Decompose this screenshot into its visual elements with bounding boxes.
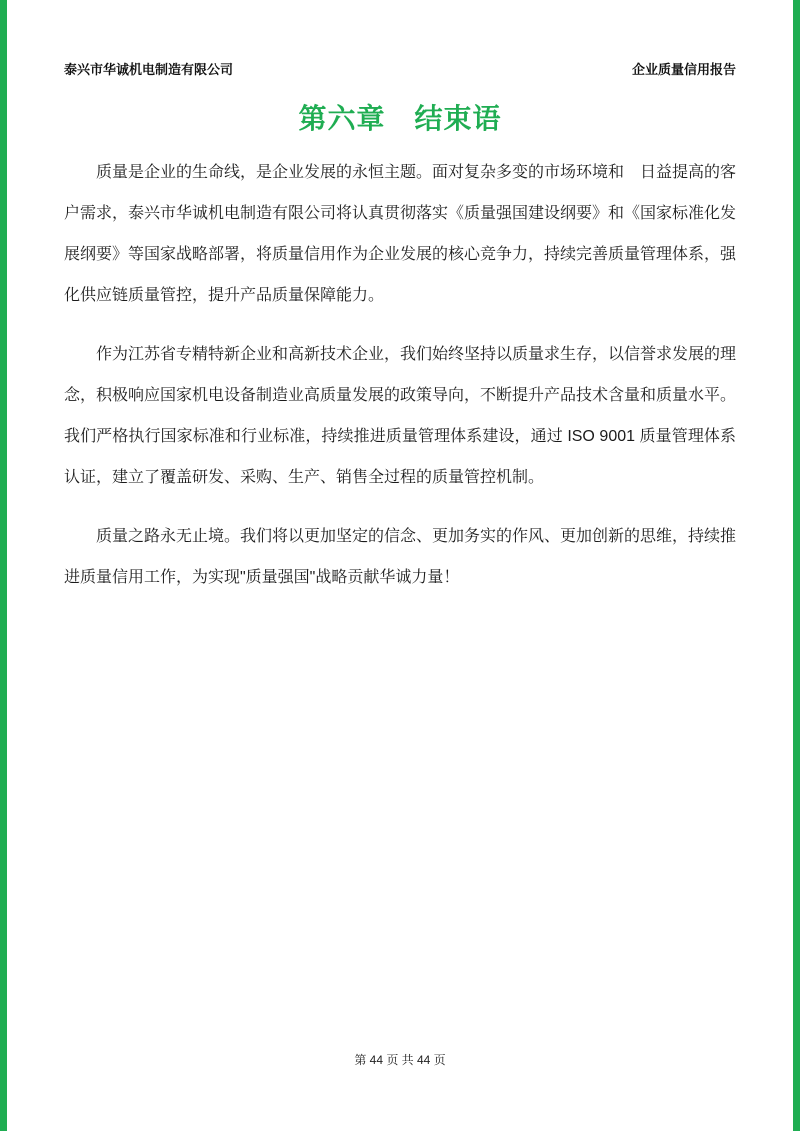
- paragraph-quality-lifeline: 质量是企业的生命线，是企业发展的永恒主题。面对复杂多变的市场环境和 日益提高的客户需求，泰兴市华诚机电制造有限公司将认真贯彻落实《质量强国建设纲要》和《国家标准化发展纲要》等国家战略部署，将质量信用作为企业发展的核心竞争力，持续完善质量管理体系，强化供应链质量管控，提升产品质量保障能力。: [64, 164, 737, 304]
- page-number-footer: 第 44 页 共 44 页: [354, 1053, 446, 1067]
- chapter-body: [64, 152, 736, 598]
- paragraph-enterprise-commitment: 作为江苏省专精特新企业和高新技术企业，我们始终坚持以质量求生存，以信誉求发展的理念，积极响应国家机电设备制造业高质量发展的政策导向，不断提升产品技术含量和质量水平。我们严格执行国家标准和行业标准，持续推进质量管理体系建设，通过 ISO 9001 质量管理体系认证，建立了覆盖研发、采购、生产、销售全过程的质量管控机制。: [64, 346, 737, 486]
- header-company-name: 泰兴市华诚机电制造有限公司: [64, 62, 234, 77]
- chapter-title: 第六章 结束语: [298, 103, 502, 134]
- header-report-name: 企业质量信用报告: [631, 62, 736, 77]
- page-header: [64, 62, 736, 78]
- paragraph-closing-pledge: 质量之路永无止境。我们将以更加坚定的信念、更加务实的作风、更加创新的思维，持续推进质量信用工作，为实现"质量强国"战略贡献华诚力量！: [64, 528, 737, 586]
